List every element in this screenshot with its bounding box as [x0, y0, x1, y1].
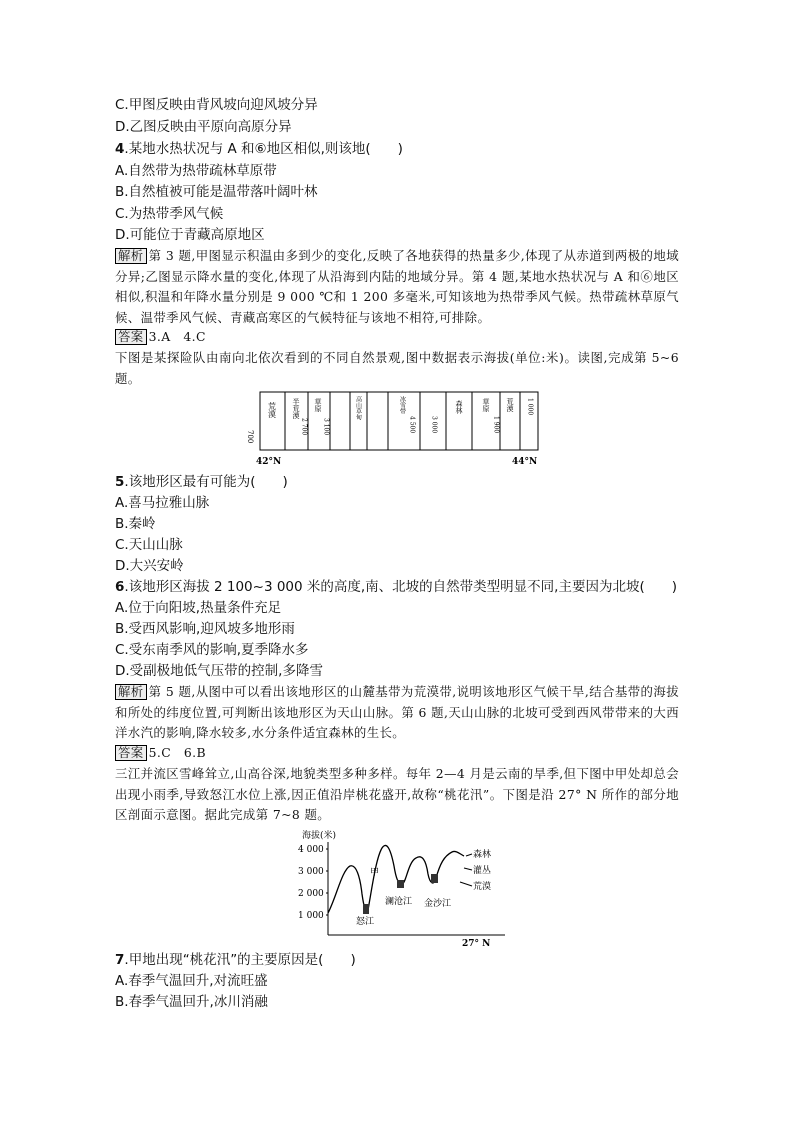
q3-option-c: C.甲图反映由背风坡向迎风坡分异: [115, 97, 318, 113]
zone-label: 森林: [455, 400, 463, 414]
q6-stem-text: .该地形区海拔 2 100~3 000 米的高度,南、北坡的自然带类型明显不同,主要因为北坡( ): [124, 579, 678, 595]
q4-stem: [115, 139, 403, 159]
q4-option-a: A.自然带为热带疏林草原带: [115, 163, 277, 179]
mountain-zone-profile-figure: [246, 390, 550, 470]
latitude-label-north: 44°N: [512, 457, 538, 467]
answer-tag: 答案: [115, 329, 147, 345]
q7-stem-text: .甲地出现“桃花汛”的主要原因是( ): [124, 952, 356, 968]
q6-stem: [115, 577, 677, 597]
q7-stem: [115, 950, 356, 970]
q4-option-b: B.自然植被可能是温带落叶阔叶林: [115, 184, 318, 200]
q7-option-b: B.春季气温回升,冰川消融: [115, 994, 268, 1010]
q5-option-b: B.秦岭: [115, 516, 156, 532]
q4-number: 4: [115, 141, 125, 157]
zone-elevation: 2 700: [300, 418, 308, 436]
q5-option-d: D.大兴安岭: [115, 558, 184, 574]
q7-number: 7: [115, 952, 125, 968]
analysis-tag: 解析: [115, 248, 147, 264]
legend-leader: [466, 854, 472, 856]
analysis-text: 第 5 题,从图中可以看出该地形区的山麓基带为荒漠带,说明该地形区气候干旱,结合基带的海拔和所处的纬度位置,可判断出该地形区为天山山脉。第 6 题,天山山脉的北坡可受到西风带带来的大西洋水汽的影响,降水较多,水分条件适宜森林的生长。: [115, 684, 679, 740]
q5-number: 5: [115, 474, 125, 490]
river-label-jinsha: 金沙江: [424, 899, 452, 909]
elevation-label-left: 700: [246, 430, 254, 444]
river-label-lancang: 澜沧江: [385, 897, 413, 907]
q7-option-a: A.春季气温回升,对流旺盛: [115, 973, 268, 989]
q4-option-c: C.为热带季风气候: [115, 206, 224, 222]
zone-elevation: 4 500: [408, 416, 416, 434]
analysis-block-2: [115, 682, 679, 744]
y-tick-label: 3 000: [298, 867, 324, 877]
q5-option-c: C.天山山脉: [115, 537, 183, 553]
zone-label: 荒漠: [506, 398, 514, 412]
answer-block-2: [115, 743, 679, 764]
analysis-block-1: [115, 246, 679, 328]
q6-option-c: C.受东南季风的影响,夏季降水多: [115, 642, 309, 658]
zone-label: 冰雪带: [398, 396, 406, 414]
zone-elevation: 1 000: [526, 398, 534, 416]
zone-label: 草原: [314, 398, 322, 412]
intro-5-6: 下图是某探险队由南向北依次看到的不同自然景观,图中数据表示海拔(单位:米)。读图,完成第 5~6 题。: [115, 350, 679, 386]
legend-forest: 森林: [473, 850, 492, 860]
zone-label: 荒漠: [267, 402, 277, 418]
answer-block-1: [115, 327, 679, 348]
legend-leader: [460, 882, 472, 886]
q4-stem-text: .某地水热状况与 A 和⑥地区相似,则该地( ): [124, 141, 403, 157]
answer-text: 5.C 6.B: [148, 745, 207, 760]
q5-option-a: A.喜马拉雅山脉: [115, 495, 210, 511]
q6-option-a: A.位于向阳坡,热量条件充足: [115, 600, 282, 616]
y-tick-label: 2 000: [298, 889, 324, 899]
latitude-label: 27° N: [462, 939, 491, 949]
answer-tag: 答案: [115, 745, 147, 761]
legend-shrub: 灌丛: [473, 866, 492, 876]
q6-number: 6: [115, 579, 125, 595]
river-jinsha-marker: [431, 874, 438, 883]
legend-leader: [464, 868, 472, 870]
q6-option-b: B.受西风影响,迎风坡多地形雨: [115, 621, 295, 637]
q5-stem: [115, 472, 288, 492]
zone-label: 半荒漠: [292, 398, 300, 419]
y-tick-label: 4 000: [298, 845, 324, 855]
q3-option-d: D.乙图反映由平原向高原分异: [115, 119, 292, 135]
zone-label: 高山草甸: [354, 396, 362, 420]
q4-option-d: D.可能位于青藏高原地区: [115, 227, 265, 243]
answer-text: 3.A 4.C: [148, 329, 206, 344]
legend-desert: 荒漠: [473, 882, 492, 892]
point-jia-label: 甲: [370, 868, 380, 878]
zone-label: 草原: [482, 398, 490, 412]
zone-elevation: 3 000: [430, 416, 438, 434]
river-label-nujiang: 怒江: [356, 917, 375, 927]
river-nujiang-marker: [363, 904, 369, 914]
intro-7-8: 三江并流区雪峰耸立,山高谷深,地貌类型多种多样。每年 2—4 月是云南的旱季,但下图中甲处却总会出现小雨季,导致怒江水位上涨,因正值沿岸桃花盛开,故称“桃花汛”。下图是沿 27° N 所作的部分地区剖面示意图。据此完成第 7~8 题。: [115, 766, 679, 822]
zone-elevation: 1 900: [492, 416, 500, 434]
river-lancang-marker: [397, 880, 404, 888]
analysis-text: 第 3 题,甲图显示积温由多到少的变化,反映了各地获得的热量多少,体现了从赤道到两极的地域分异;乙图显示降水量的变化,体现了从沿海到内陆的地域分异。第 4 题,某地水热状况与 A 和⑥地区相似,积温和年降水量分别是 9 000 ℃和 1 200 多毫米,可知该地为热带季风气候。热带疏林草原气候、温带季风气候、青藏高寒区的气候特征与该地不相符,可排除。: [115, 248, 679, 325]
analysis-tag: 解析: [115, 684, 147, 700]
y-tick-label: 1 000: [298, 911, 324, 921]
q6-option-d: D.受副极地低气压带的控制,多降雪: [115, 663, 323, 679]
y-axis-title: 海拔(米): [302, 831, 337, 841]
zone-elevation: 3 100: [322, 418, 330, 436]
q5-stem-text: .该地形区最有可能为( ): [124, 474, 288, 490]
cross-section-figure: [290, 828, 510, 948]
latitude-label-south: 42°N: [256, 457, 282, 467]
